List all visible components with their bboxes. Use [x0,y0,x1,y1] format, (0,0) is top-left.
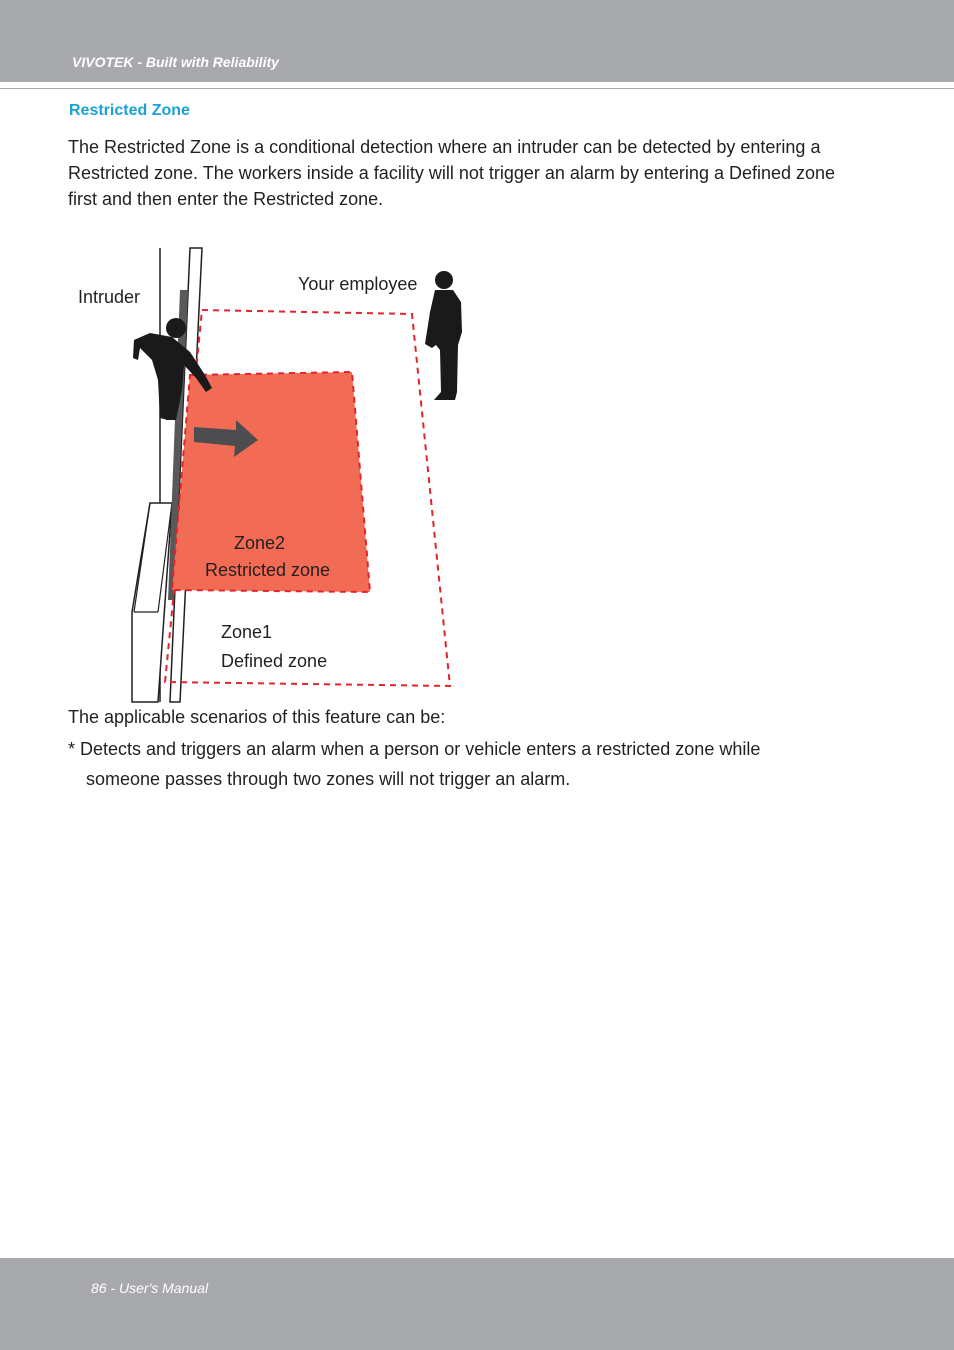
zone2-name: Zone2 [234,533,286,553]
zone1-name: Zone1 [221,622,273,642]
scenario-bullet-line1: * Detects and triggers an alarm when a person or vehicle enters a restricted zone while [68,739,761,759]
zone2-description: Restricted zone [205,560,331,580]
zone2-restricted-zone [172,372,370,592]
scenario-bullet-line2: someone passes through two zones will not trigger an alarm. [86,769,571,789]
section-title: Restricted Zone [69,102,190,119]
page-number: 86 - User's Manual [91,1280,209,1296]
employee-label: Your employee [298,274,418,294]
scenarios-intro: The applicable scenarios of this feature can be: [68,707,446,727]
intruder-label: Intruder [78,287,141,307]
brand-text: VIVOTEK - Built with Reliability [72,54,279,70]
page-footer [0,1258,954,1350]
wall-block [132,503,172,702]
intro-paragraph: The Restricted Zone is a conditional detection where an intruder can be detected by entering a Restricted zone. The workers inside a facility will not trigger an alarm by entering a Defined zone first and then enter the Restricted zone. [68,137,836,209]
employee-silhouette [425,271,462,400]
zone1-description: Defined zone [221,651,328,671]
